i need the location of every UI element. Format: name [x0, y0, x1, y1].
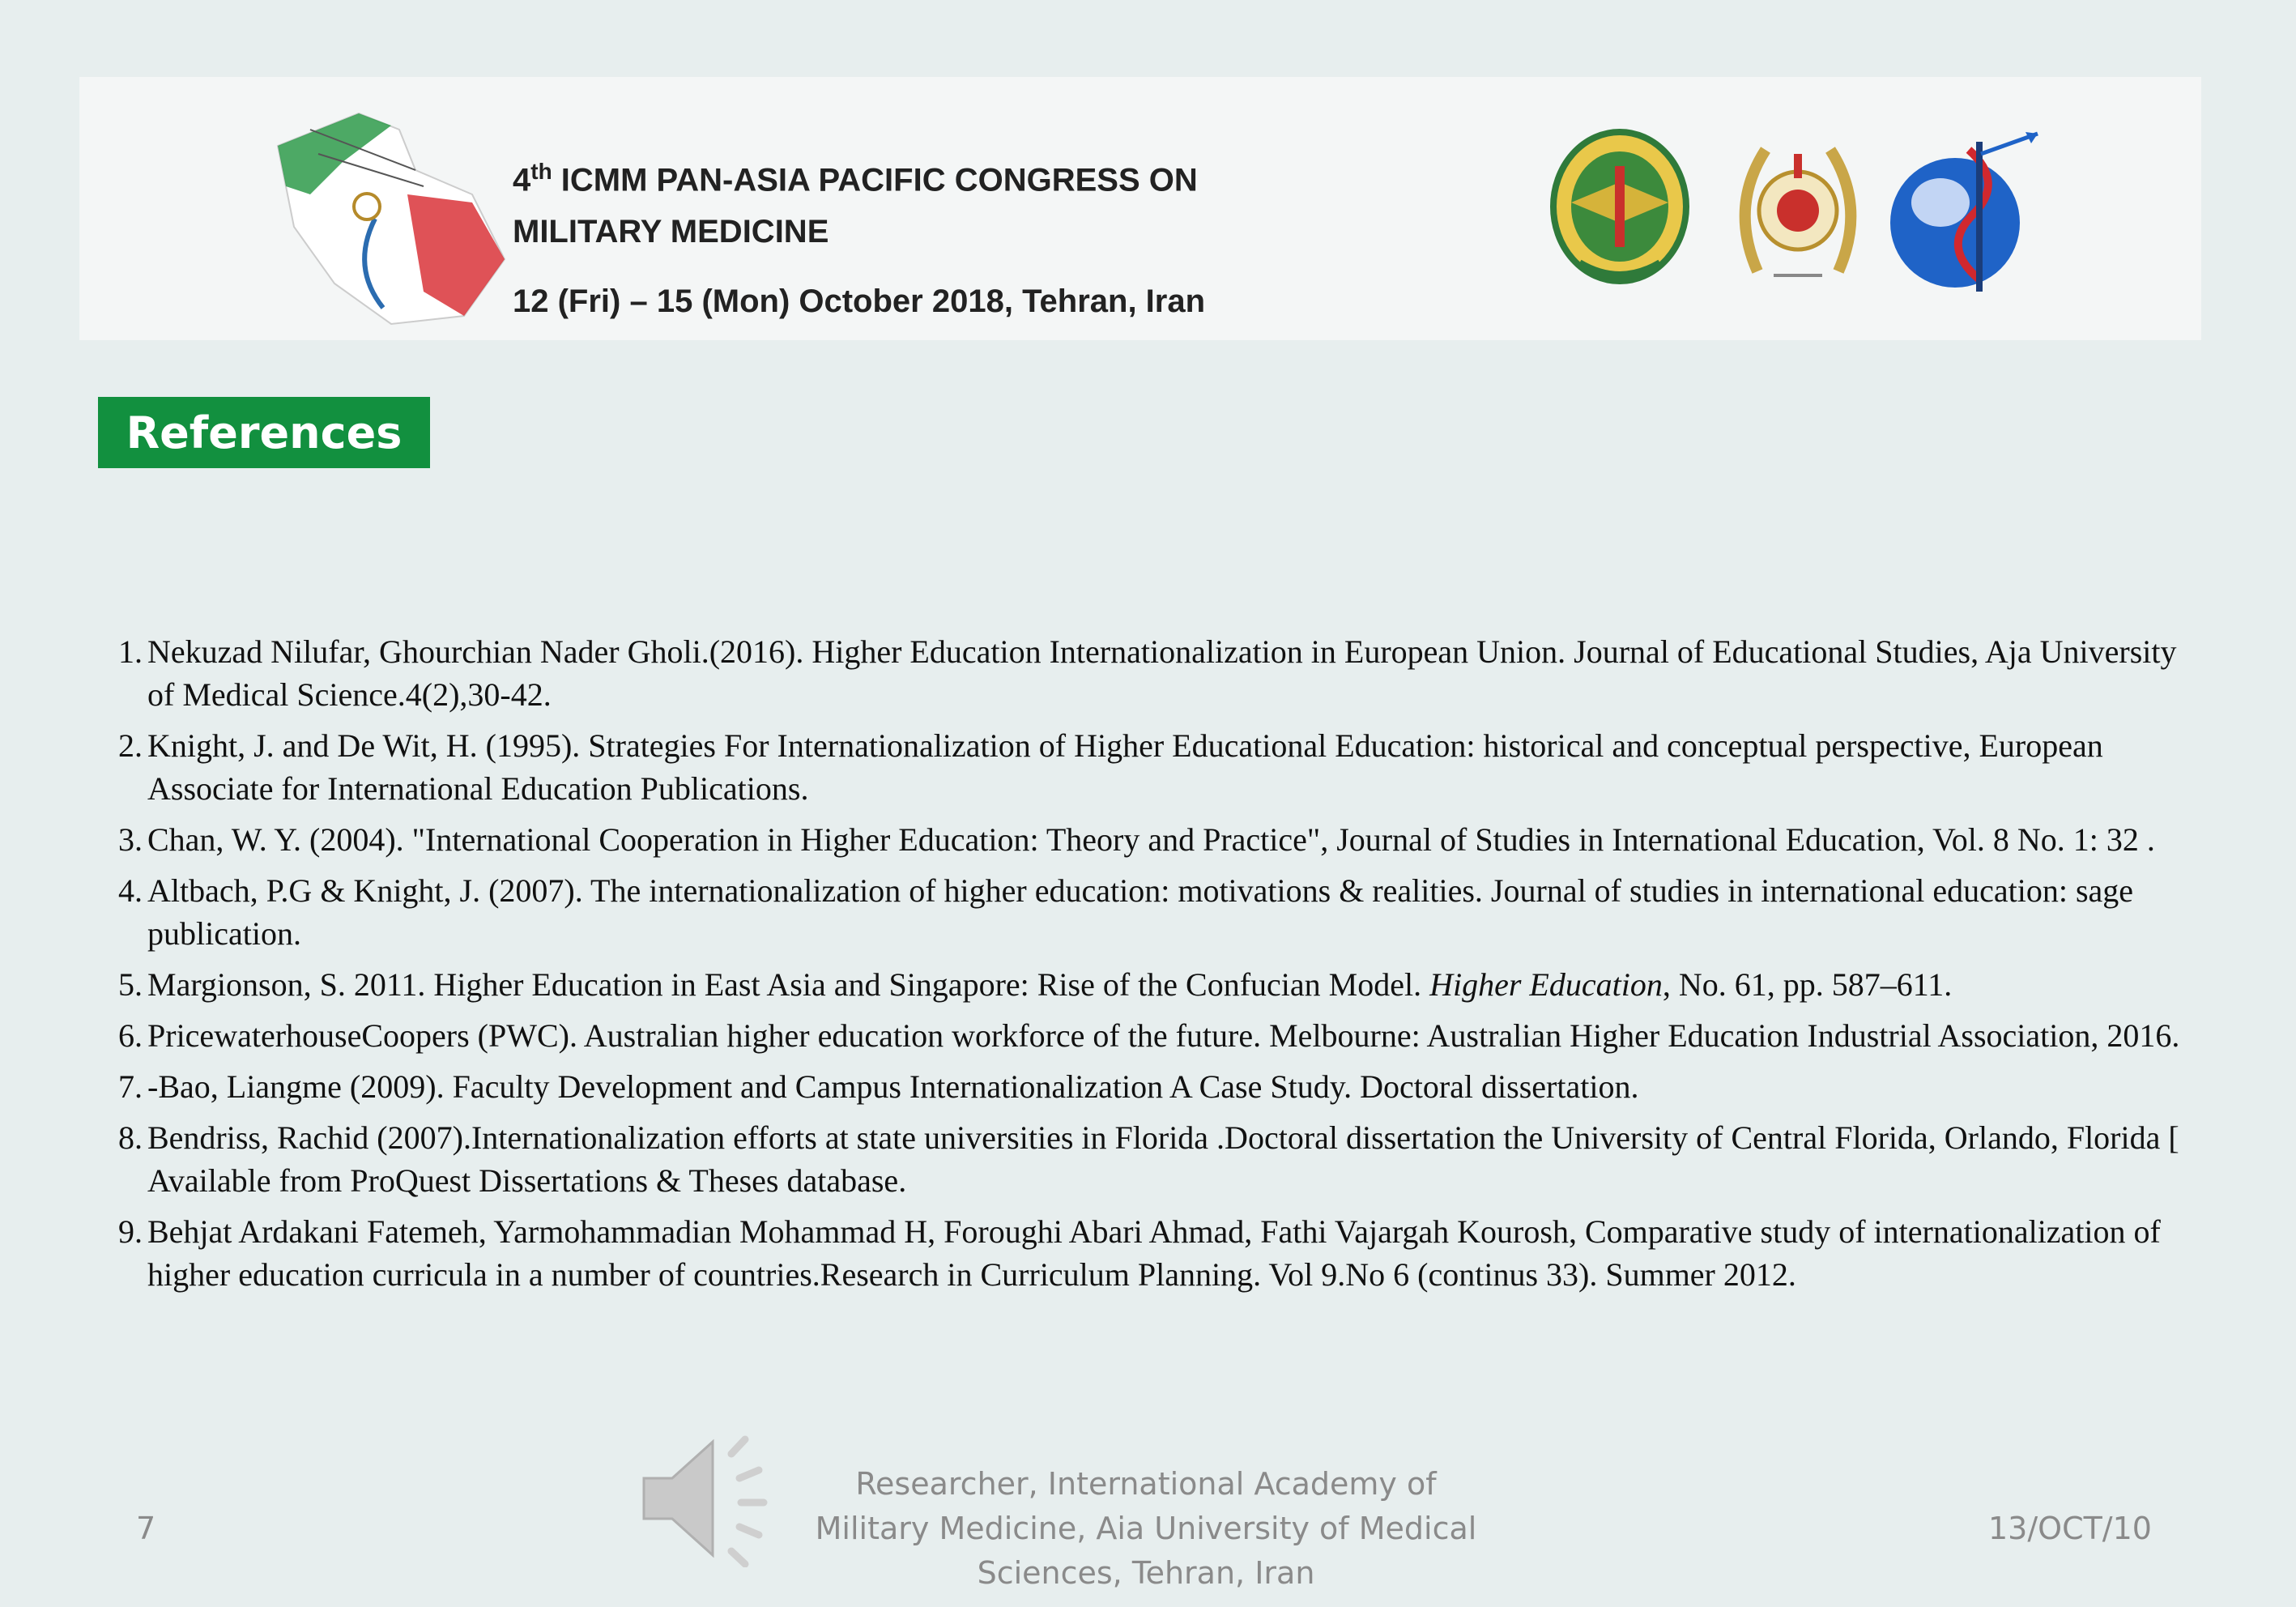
footer-affiliation-line2: Military Medicine, Aia University of Medical — [815, 1511, 1477, 1546]
reference-number: 2. — [118, 727, 143, 764]
slide-number: 7 — [136, 1511, 156, 1546]
reference-item — [73, 724, 2211, 810]
reference-text: Nekuzad Nilufar, Ghourchian Nader Gholi.(2016). Higher Education Internationalization in European Union. Journal of Educational Studies, Aja University of Medical Science.4(2),30-42. — [147, 633, 2177, 713]
references-heading: References — [98, 397, 430, 468]
globe-caduceus-icon — [1884, 126, 2046, 300]
army-emblem-icon — [1547, 126, 1693, 292]
ministry-emblem-icon — [1725, 126, 1871, 292]
reference-text: Chan, W. Y. (2004). "International Cooperation in Higher Education: Theory and Practice", Journal of Studies in International Education, Vol. 8 No. 1: 32 . — [147, 821, 2155, 858]
reference-number: 8. — [118, 1119, 143, 1156]
reference-item — [73, 1014, 2211, 1057]
references-list — [73, 630, 2211, 1304]
reference-text: Bendriss, Rachid (2007).Internationalization efforts at state universities in Florida .Doctoral dissertation the University of Central Florida, Orlando, Florida [ Available from ProQuest Dissertations & Theses database. — [147, 1119, 2179, 1199]
banner-title-line2: MILITARY MEDICINE — [513, 214, 829, 250]
reference-item — [73, 963, 2211, 1006]
reference-item — [73, 818, 2211, 861]
reference-number: 6. — [118, 1017, 143, 1054]
footer-affiliation-line3: Sciences, Tehran, Iran — [977, 1555, 1315, 1591]
reference-number: 7. — [118, 1068, 143, 1105]
reference-item — [73, 869, 2211, 955]
reference-text: -Bao, Liangme (2009). Faculty Development and Campus Internationalization A Case Study. Doctoral dissertation. — [147, 1068, 1639, 1105]
journal-title: Higher Education — [1429, 966, 1663, 1003]
audio-speaker-icon[interactable] — [636, 1430, 782, 1567]
congress-banner — [79, 77, 2201, 340]
reference-item — [73, 1116, 2211, 1202]
reference-number: 1. — [118, 633, 143, 670]
reference-number: 4. — [118, 872, 143, 909]
reference-text: Margionson, S. 2011. Higher Education in East Asia and Singapore: Rise of the Confucian Model. Higher Education, No. 61, pp. 587–611. — [147, 966, 1953, 1003]
reference-text: PricewaterhouseCoopers (PWC). Australian higher education workforce of the future. Melbourne: Australian Higher Education Industrial Association, 2016. — [147, 1017, 2180, 1054]
reference-number: 5. — [118, 966, 143, 1003]
reference-text: Knight, J. and De Wit, H. (1995). Strategies For Internationalization of Higher Educational Education: historical and conceptual perspective, European Associate for International Education Publications. — [147, 727, 2103, 807]
reference-text: Behjat Ardakani Fatemeh, Yarmohammadian Mohammad H, Foroughi Abari Ahmad, Fathi Vajargah Kourosh, Comparative study of internationalization of higher education curricula in a number of countries.Research in Curriculum Planning. Vol 9.No 6 (continus 33). Summer 2012. — [147, 1213, 2161, 1293]
reference-text: Altbach, P.G & Knight, J. (2007). The internationalization of higher education: motivations & realities. Journal of studies in international education: sage publication. — [147, 872, 2134, 952]
footer-date: 13/OCT/10 — [1988, 1511, 2152, 1546]
reference-number: 9. — [118, 1213, 143, 1250]
reference-item — [73, 1210, 2211, 1296]
footer-affiliation — [802, 1462, 1490, 1596]
banner-title-line1: 4th ICMM PAN-ASIA PACIFIC CONGRESS ON — [513, 159, 1198, 198]
banner-dates: 12 (Fri) – 15 (Mon) October 2018, Tehran, Iran — [513, 283, 1206, 320]
banner-title-block — [513, 146, 1205, 327]
reference-number: 3. — [118, 821, 143, 858]
reference-item — [73, 630, 2211, 716]
footer-affiliation-line1: Researcher, International Academy of — [855, 1466, 1437, 1502]
reference-item — [73, 1065, 2211, 1108]
